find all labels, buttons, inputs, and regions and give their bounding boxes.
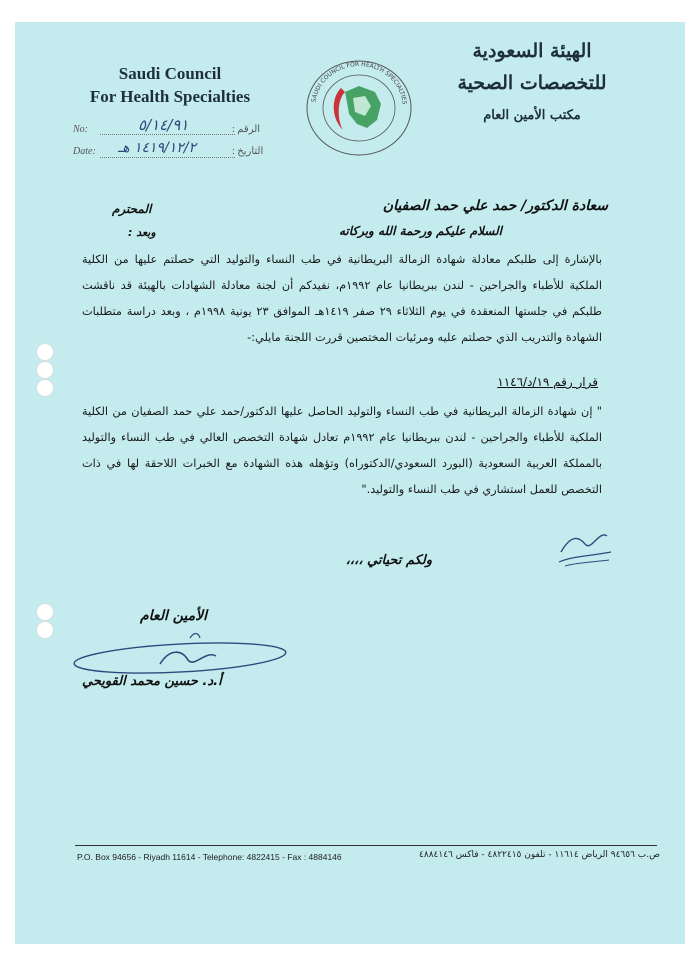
letter-paragraph-2: " إن شهادة الزمالة البريطانية في طب النساء والتوليد الحاصل عليها الدكتور/حمد علي حمد الصفيان من الكلية الملكية للأطباء والجراحين - لندن ببريطانيا عام ١٩٩٢م تعادل شهادة التخصص العالي في طب النساء والتوليد بالمملكة العربية السعودية (البورد السعودي/الدكتوراه) وتؤهله هذه الشهادة مع الخبرات اللاحقة لها في ذات التخصص للعمل استشاري في طب النساء والتوليد." (82, 405, 603, 496)
council-seal-logo (301, 58, 417, 158)
letter-paragraph-1: بالإشارة إلى طلبكم معادلة شهادة الزمالة البريطانية في طب النساء والتوليد التي حصلتم عليها من الكلية الملكية للأطباء والجراحين - لندن ببريطانيا عام ١٩٩٢م، نفيدكم أن لجنة معادلة الشهادات بالهيئة قد ناقشت طلبكم في جلستها المنعقدة في يوم الثلاثاء ٢٩ صفر ١٤١٩هـ الموافق ٢٣ يونية ١٩٩٨م ، وبعد دراسة متطلبات الشهادة والتدريب الذي حصلتم عليه ومرئيات المختصين قررت اللجنة مايلي:- (82, 253, 603, 344)
signatory-name: أ.د. حسين محمد القويحي (82, 674, 222, 689)
punch-hole (36, 379, 54, 397)
signatory-title: الأمين العام (140, 608, 207, 624)
greeting: السلام عليكم ورحمة الله وبركاته (338, 224, 502, 238)
office-name-ar: مكتب الأمين العام (483, 108, 581, 123)
org-name-ar-line1: الهيئة السعودية (472, 40, 592, 62)
ref-date-line (100, 157, 235, 158)
ref-no-line (100, 134, 235, 135)
ref-no-label-en: No: (73, 124, 88, 135)
footer-divider (75, 845, 657, 846)
org-name-ar-line2: للتخصصات الصحية (457, 72, 607, 94)
closing: ولكم تحياتي ،،،، (345, 553, 432, 568)
punch-hole (36, 621, 54, 639)
org-name-en-line2: For Health Specialties (89, 87, 251, 106)
punch-hole (36, 361, 54, 379)
punch-hole (36, 603, 54, 621)
org-name-en (60, 62, 280, 108)
footer-address-ar: ص.ب ٩٤٦٥٦ الرياض ١١٦١٤ - تلفون ٤٨٢٢٤١٥ - فاكس ٤٨٨٤١٤٦ (419, 850, 660, 860)
seal-ring-text: SAUDI COUNCIL FOR HEALTH SPECIALTIES (310, 60, 408, 105)
addressee: سعادة الدكتور/ حمد علي حمد الصفيان (382, 198, 608, 214)
ref-date-label-en: Date: (73, 146, 96, 157)
ref-date-label-ar: التاريخ : (232, 146, 264, 157)
honorific: المحترم (112, 202, 152, 216)
ref-no-value: ٥/١٤/٩١ (138, 116, 189, 134)
initial-mark (555, 522, 615, 568)
ref-date-value: ١٤١٩/١٢/٢ هـ (118, 140, 197, 156)
org-name-en-line1: Saudi Council (118, 64, 222, 83)
after-greeting: وبعد : (128, 226, 156, 239)
decision-number: قرار رقم ١٩/د/١١٤٦ (497, 375, 598, 389)
punch-hole (36, 343, 54, 361)
ref-no-label-ar: الرقم : (232, 124, 261, 135)
footer-address-en: P.O. Box 94656 - Riyadh 11614 - Telephone: 4822415 - Fax : 4884146 (77, 852, 342, 862)
